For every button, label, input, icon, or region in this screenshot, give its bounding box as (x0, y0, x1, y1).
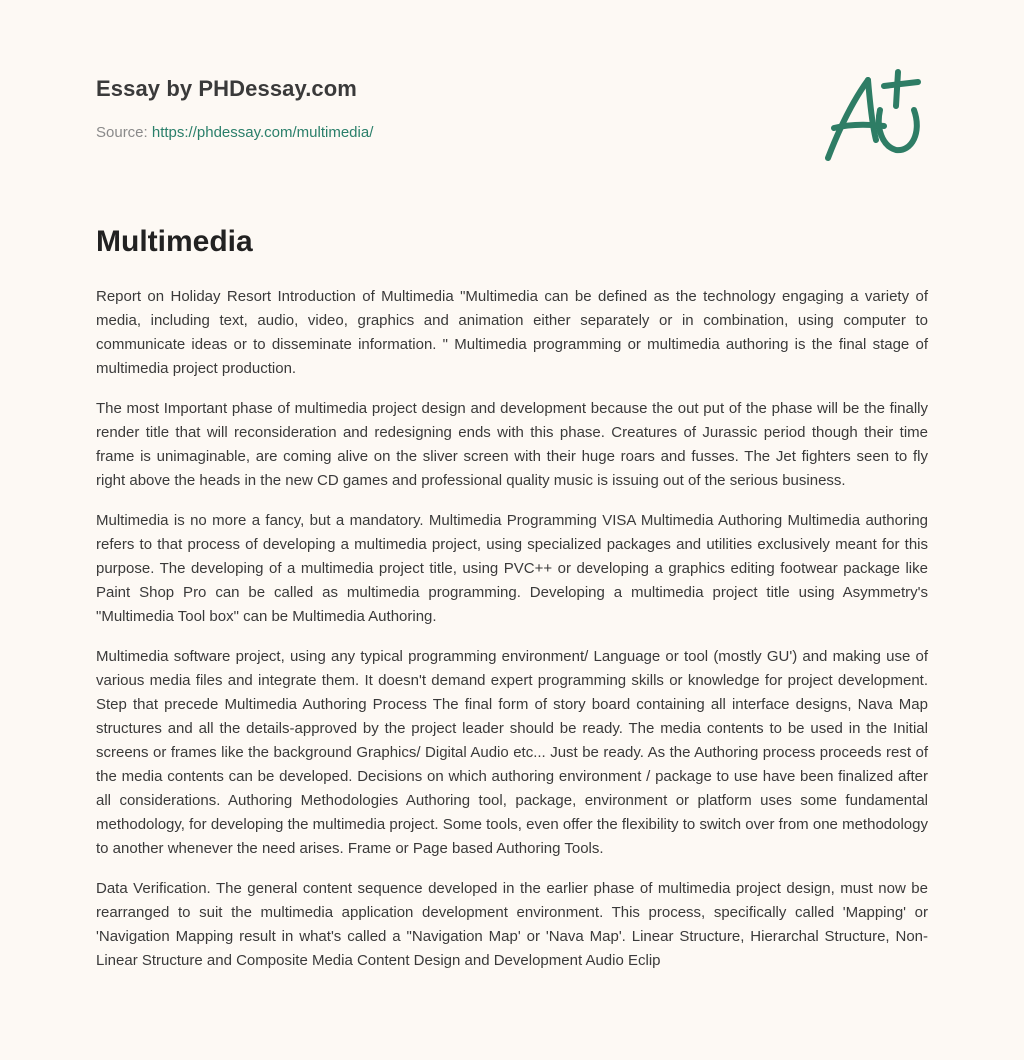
page-header (96, 0, 928, 200)
essay-paragraph: Report on Holiday Resort Introduction of Multimedia "Multimedia can be defined as the technology engaging a variety of media, including text, audio, video, graphics and animation either separately or in combination, using computer to communicate ideas or to disseminate information. " Multimedia programming or multimedia authoring is the final stage of multimedia project production. (96, 288, 928, 377)
essay-paragraph: Multimedia is no more a fancy, but a mandatory. Multimedia Programming VISA Multimedia Authoring Multimedia authoring refers to that process of developing a multimedia project, using specialized packages and utilities exclusively meant for this purpose. The developing of a multimedia project title, using PVC++ or developing a graphics editing footwear package like Paint Shop Pro can be called as multimedia programming. Developing a multimedia project title using Asymmetry's "Multimedia Tool box" can be Multimedia Authoring. (96, 512, 928, 625)
essay-paragraph: Data Verification. The general content sequence developed in the earlier phase of multimedia project design, must now be rearranged to suit the multimedia application development environment. This process, specifically called 'Mapping' or 'Navigation Mapping result in what's called a "Navigation Map' or 'Nava Map'. Linear Structure, Hierarchal Structure, Non- Linear Structure and Composite Media Content Design and Development Audio Eclip (96, 880, 928, 969)
essay-paragraph: The most Important phase of multimedia project design and development because the out put of the phase will be the finally render title that will reconsideration and redesigning ends with this phase. Creatures of Jurassic period though their time frame is unimaginable, are coming alive on the sliver screen with their huge roars and fusses. The Jet fighters seen to fly right above the heads in the new CD games and professional quality music is issuing out of the serious business. (96, 400, 928, 489)
source-label: Source: (96, 124, 148, 141)
source-link[interactable]: https://phdessay.com/multimedia/ (151, 124, 374, 141)
essay-page (96, 0, 928, 969)
essay-title: Multimedia (96, 225, 253, 258)
essay-paragraph: Multimedia software project, using any typical programming environment/ Language or tool (mostly GU') and making use of various media files and integrate them. It doesn't demand expert programming skills or knowledge for project development. Step that precede Multimedia Authoring Process The final form of story board containing all interface designs, Nava Map structures and all the details-approved by the project leader should be ready. The media contents to be used in the Initial screens or frames like the background Graphics/ Digital Audio etc... Just be ready. As the Authoring process proceeds rest of the media contents can be developed. Decisions on which authoring environment / package to use have been finalized after all considerations. Authoring Methodologies Authoring tool, package, environment or platform uses some fundamental methodology, for developing the multimedia project. Some tools, even offer the flexibility to switch over from one methodology to another whenever the need arises. Frame or Page based Authoring Tools. (96, 648, 928, 857)
essay-body (96, 285, 928, 989)
source-line (96, 124, 373, 141)
a-plus-grade-icon (822, 66, 926, 166)
site-title: Essay by PHDessay.com (96, 76, 357, 101)
